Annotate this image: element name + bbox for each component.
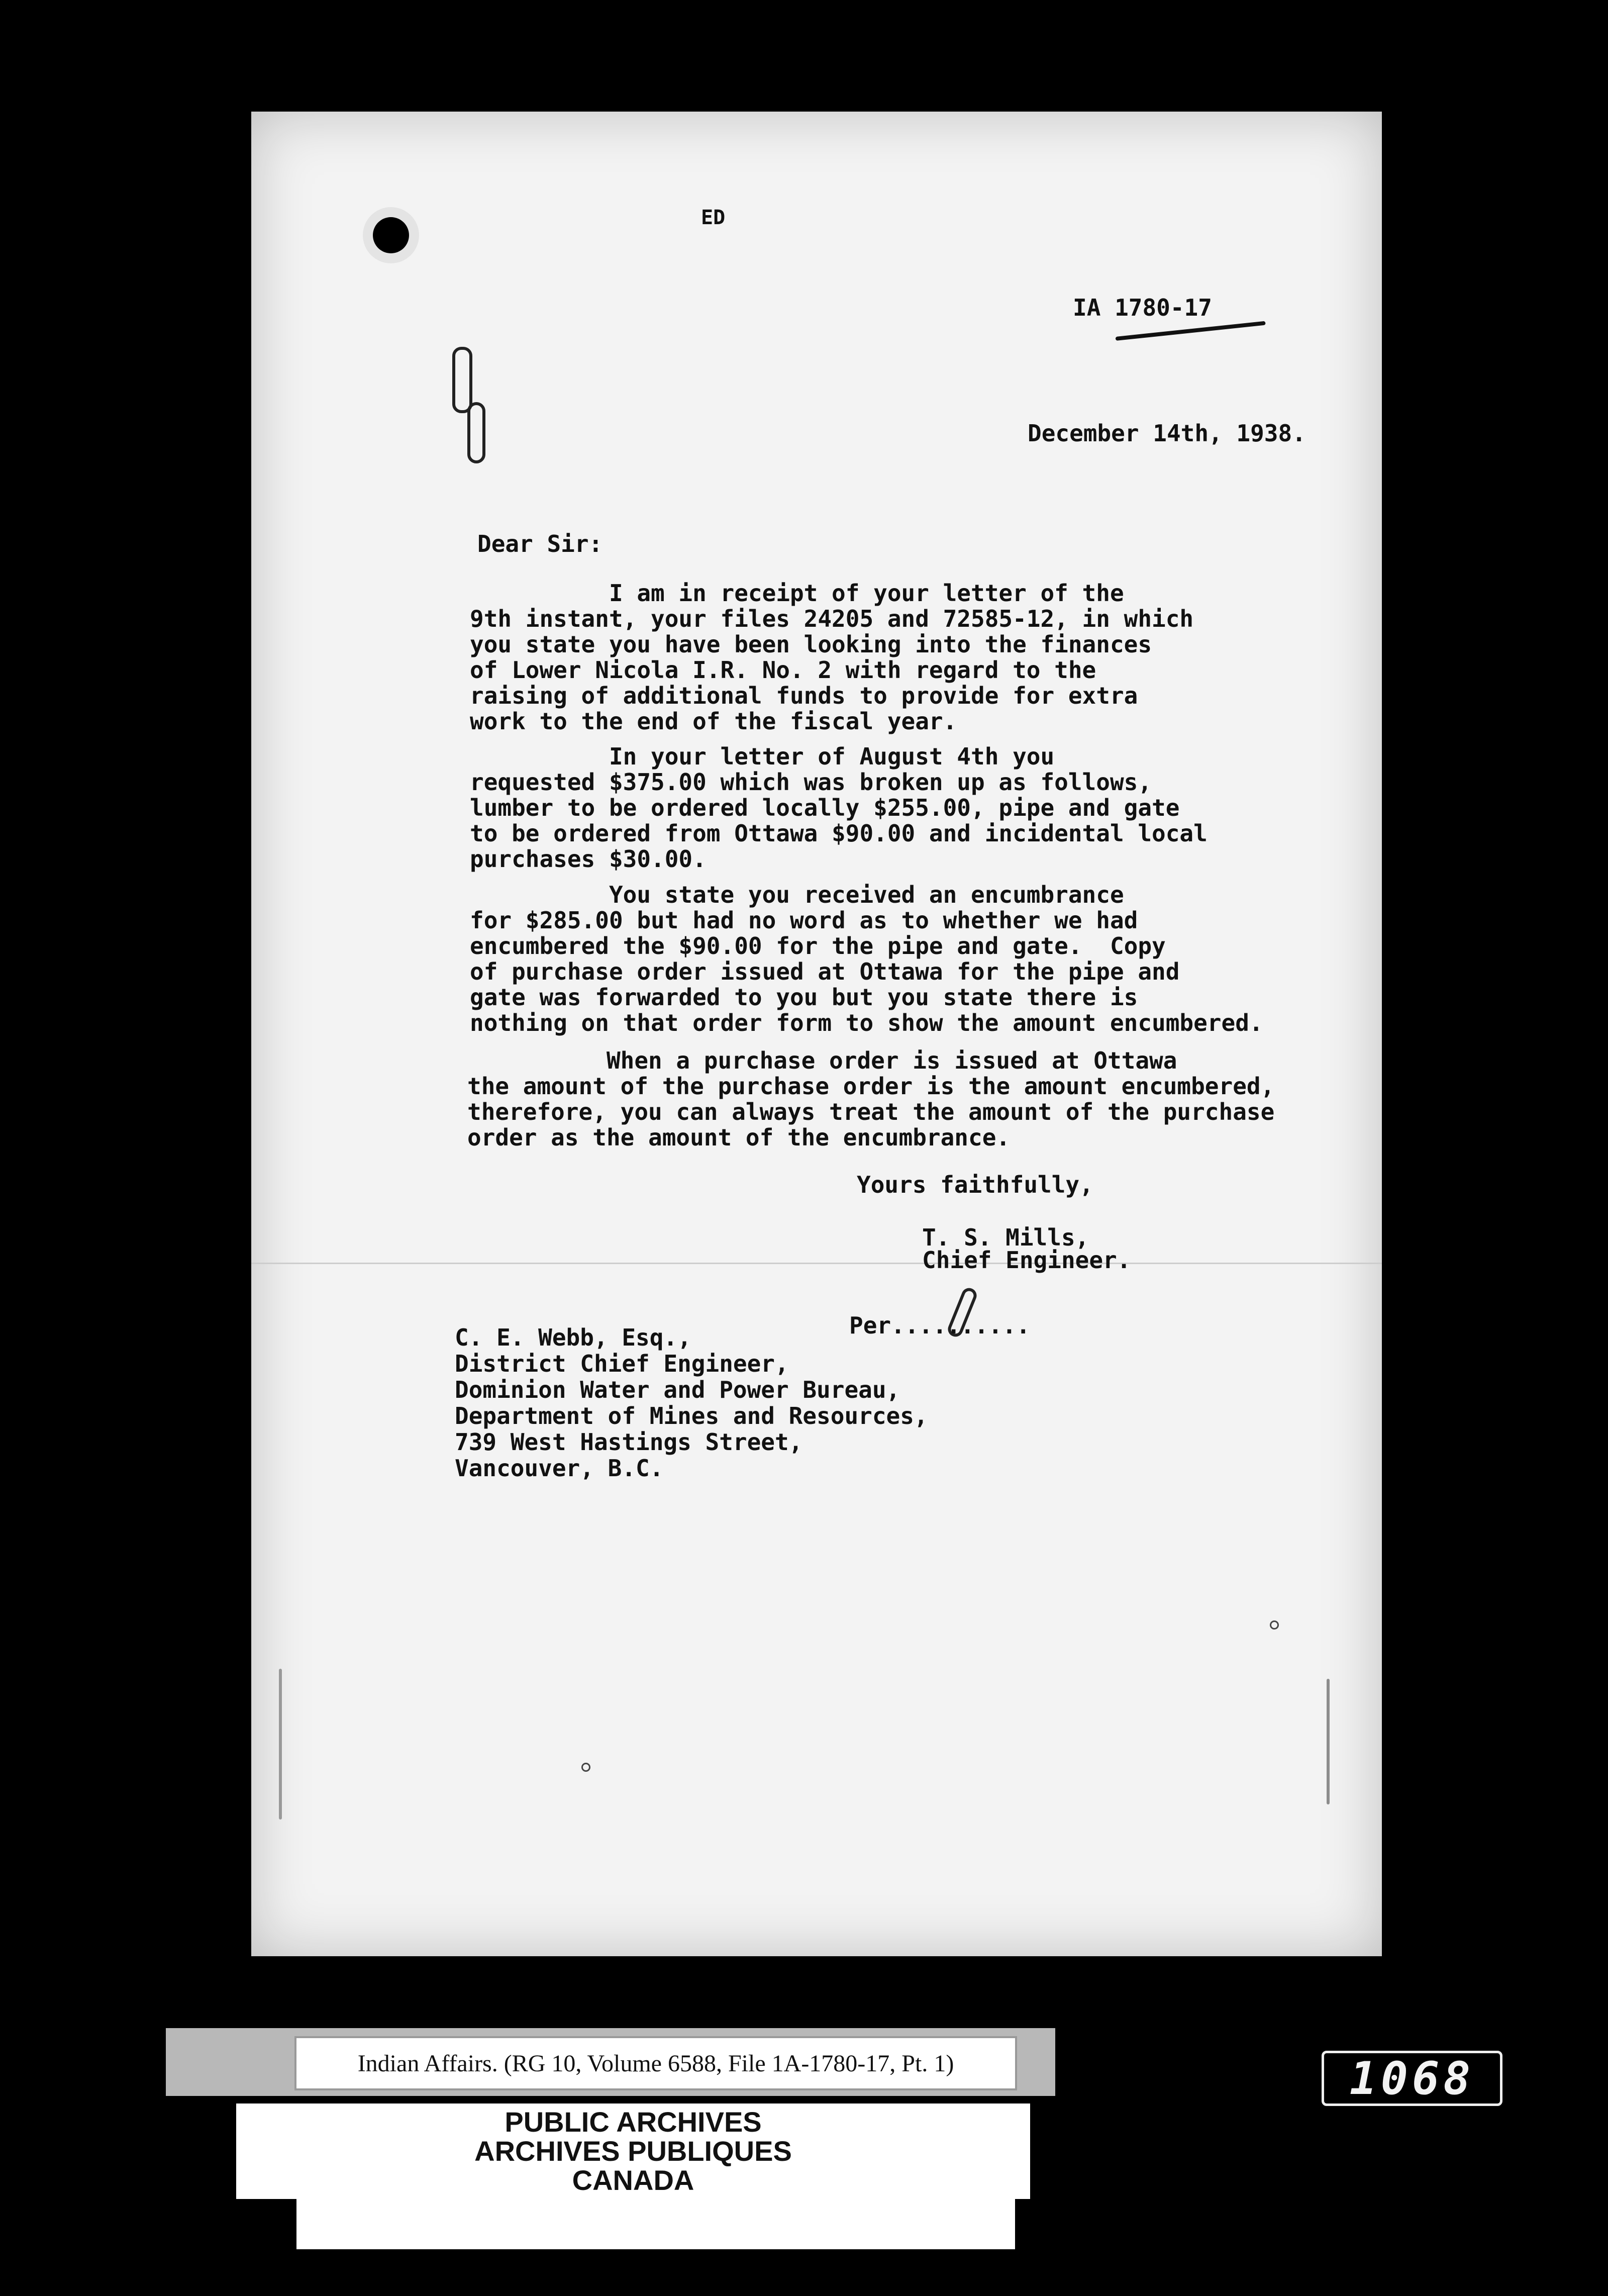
address-line: Department of Mines and Resources, xyxy=(455,1402,928,1429)
address-line: C. E. Webb, Esq., xyxy=(455,1324,691,1351)
signatory-name: T. S. Mills, xyxy=(922,1224,1089,1251)
stray-mark xyxy=(1270,1620,1279,1630)
paragraph-line: encumbered the $90.00 for the pipe and gate. Copy xyxy=(470,932,1166,960)
paragraph-4 xyxy=(467,1048,1274,1151)
paragraph-line: You state you received an encumbrance xyxy=(470,881,1124,908)
scan-streak xyxy=(1327,1679,1330,1804)
paragraph-2 xyxy=(470,744,1208,872)
paragraph-line: In your letter of August 4th you xyxy=(470,743,1055,770)
paragraph-line: order as the amount of the encumbrance. xyxy=(467,1124,1011,1151)
paragraph-line: you state you have been looking into the finances xyxy=(470,631,1152,658)
page-fold-line xyxy=(251,1263,1382,1264)
paragraph-line: nothing on that order form to show the amount encumbered. xyxy=(470,1009,1263,1036)
paragraph-line: of Lower Nicola I.R. No. 2 with regard to the xyxy=(470,656,1096,684)
paragraph-line: for $285.00 but had no word as to whether we had xyxy=(470,907,1138,934)
paragraph-line: the amount of the purchase order is the amount encumbered, xyxy=(467,1073,1275,1100)
paragraph-line: raising of additional funds to provide for extra xyxy=(470,682,1138,709)
recipient-address xyxy=(455,1324,928,1481)
header-mark: ED xyxy=(701,206,726,229)
paragraph-line: lumber to be ordered locally $255.00, pipe and gate xyxy=(470,794,1180,821)
signatory-title: Chief Engineer. xyxy=(922,1247,1131,1274)
address-line: 739 West Hastings Street, xyxy=(455,1428,803,1456)
paragraph-3 xyxy=(470,882,1263,1036)
per-line: Per.......... xyxy=(849,1312,1031,1339)
address-line: Vancouver, B.C. xyxy=(455,1455,664,1482)
address-line: District Chief Engineer, xyxy=(455,1350,789,1377)
salutation: Dear Sir: xyxy=(477,530,603,557)
archive-citation: Indian Affairs. (RG 10, Volume 6588, File 1A-1780-17, Pt. 1) xyxy=(296,2038,1015,2088)
letter-date: December 14th, 1938. xyxy=(1028,420,1306,447)
paragraph-line: work to the end of the fiscal year. xyxy=(470,708,957,735)
paragraph-line: therefore, you can always treat the amount of the purchase xyxy=(467,1098,1275,1125)
archives-stamp-tail xyxy=(296,2199,1015,2249)
punch-hole xyxy=(373,217,409,253)
paragraph-line: purchases $30.00. xyxy=(470,845,707,873)
file-reference: IA 1780-17 xyxy=(1073,294,1212,321)
archives-line-english: PUBLIC ARCHIVES xyxy=(505,2106,762,2138)
paragraph-line: of purchase order issued at Ottawa for the pipe and xyxy=(470,958,1180,985)
archives-line-country: CANADA xyxy=(572,2164,694,2196)
frame-number: 1068 xyxy=(1322,2051,1502,2106)
paragraph-line: requested $375.00 which was broken up as follows, xyxy=(470,769,1152,796)
address-line: Dominion Water and Power Bureau, xyxy=(455,1376,900,1403)
paragraph-line: When a purchase order is issued at Ottawa xyxy=(467,1047,1177,1074)
paper-clip-icon xyxy=(452,347,472,413)
closing: Yours faithfully, xyxy=(857,1171,1093,1198)
paragraph-line: 9th instant, your files 24205 and 72585-12, in which xyxy=(470,605,1194,632)
paper-clip-icon xyxy=(467,402,485,463)
stray-mark xyxy=(581,1763,590,1772)
archives-stamp xyxy=(236,2103,1030,2199)
scan-streak xyxy=(279,1669,282,1820)
paragraph-line: gate was forwarded to you but you state there is xyxy=(470,984,1138,1011)
paragraph-line: I am in receipt of your letter of the xyxy=(470,580,1124,607)
paragraph-1 xyxy=(470,581,1193,734)
archives-line-french: ARCHIVES PUBLIQUES xyxy=(474,2135,792,2167)
paragraph-line: to be ordered from Ottawa $90.00 and incidental local xyxy=(470,820,1208,847)
